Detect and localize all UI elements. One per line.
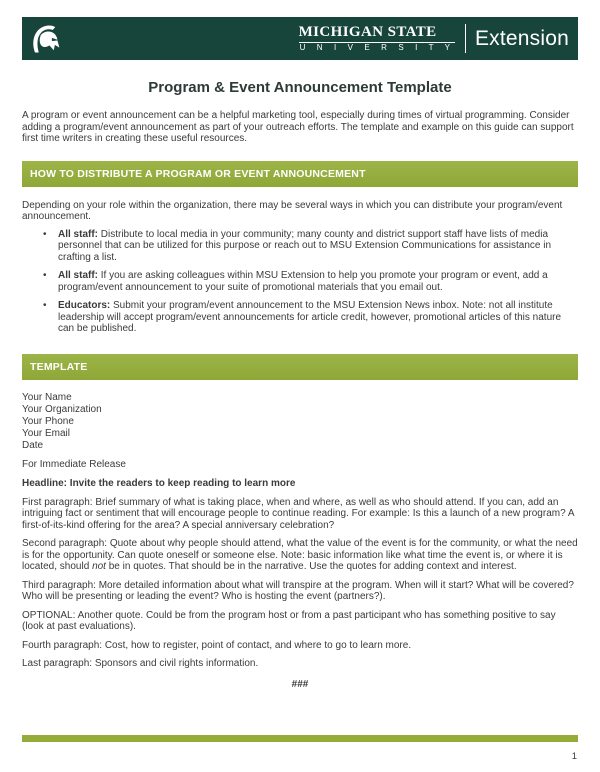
template-paragraph: First paragraph: Brief summary of what is taking place, when and where, as well as who should attend. If you can, add an intriguing fact or sentiment that will encourage people to continue reading. For example: Is this a launch of a new program? A first-of-its-kind offering for the area? A special anniversary celebration? xyxy=(22,496,574,531)
distribute-lead-paragraph: Depending on your role within the organization, there may be several ways in which you can distribute your program/event announcement. xyxy=(22,199,563,222)
template-line: Your Organization xyxy=(22,403,102,415)
template-paragraph: Second paragraph: Quote about why people should attend, what the value of the event is for the community, or what the need is for the opportunity. Can quote oneself or someone else. Note: basic information like what time the event is, or where it is located, should not be in quotes. That should be in the narrative. Use the quotes for adding context and interest. xyxy=(22,538,578,572)
page-number: 1 xyxy=(571,751,577,762)
distribute-bullet-list xyxy=(22,229,578,335)
page-title: Program & Event Announcement Template xyxy=(148,79,452,96)
end-mark: ### xyxy=(291,678,309,690)
wordmark-line2: U N I V E R S I T Y xyxy=(299,43,455,52)
msu-wordmark xyxy=(299,25,455,52)
template-paragraph: Last paragraph: Sponsors and civil rights information. xyxy=(22,658,259,669)
template-line: Your Name xyxy=(22,391,72,403)
section-heading-label: HOW TO DISTRIBUTE A PROGRAM OR EVENT ANNOUNCEMENT xyxy=(30,167,366,180)
spartan-helmet-icon xyxy=(29,21,65,57)
template-line: Your Phone xyxy=(22,415,74,427)
wordmark-line1: MICHIGAN STATE xyxy=(298,24,437,40)
brand-lockup xyxy=(299,24,578,53)
contact-lines xyxy=(22,392,578,452)
template-paragraph: Fourth paragraph: Cost, how to register, point of contact, and where to go to learn more. xyxy=(22,639,412,651)
template-line: Date xyxy=(22,439,44,451)
bullet-item: • All staff: Distribute to local media in your community; many county and district support staff have lists of media personnel that can be utilized for this purpose or reach out to MSU Extension Communications for assistance in crafting a list. xyxy=(22,229,578,264)
template-line: Your Email xyxy=(22,427,70,439)
footer-rule xyxy=(22,735,578,742)
intro-paragraph: A program or event announcement can be a helpful marketing tool, especially during times of virtual programming. Consider adding a program/event announcement as part of your outreach efforts. The template and example on this guide can support first time writers in creating these useful resources. xyxy=(22,110,574,144)
template-paragraph: OPTIONAL: Another quote. Could be from the program host or from a past participant who has something positive to say (look at past evaluations). xyxy=(22,609,556,632)
template-paragraphs xyxy=(22,497,578,670)
brand-divider xyxy=(465,24,466,53)
release-line: For Immediate Release xyxy=(22,458,126,470)
headline-line: Headline: Invite the readers to keep reading to learn more xyxy=(22,478,296,489)
section-heading-label: TEMPLATE xyxy=(30,360,88,373)
bullet-item: • Educators: Submit your program/event announcement to the MSU Extension News inbox. Note: not all institute leadership will accept program/event announcements for article credit, however, promotional articles of this nature can be published. xyxy=(22,300,578,335)
section-heading-distribute xyxy=(22,161,578,187)
bullet-item: • All staff: If you are asking colleagues within MSU Extension to help you promote your program or event, add a program/event announcement to your suite of promotional materials that you email out. xyxy=(22,270,578,293)
template-paragraph: Third paragraph: More detailed information about what will transpire at the program. When will it start? What will be covered? Who will be presenting or leading the event? Who is hosting the event (partners?). xyxy=(22,579,574,602)
header-banner xyxy=(22,17,578,60)
division-name: Extension xyxy=(474,27,569,50)
section-heading-template xyxy=(22,354,578,380)
